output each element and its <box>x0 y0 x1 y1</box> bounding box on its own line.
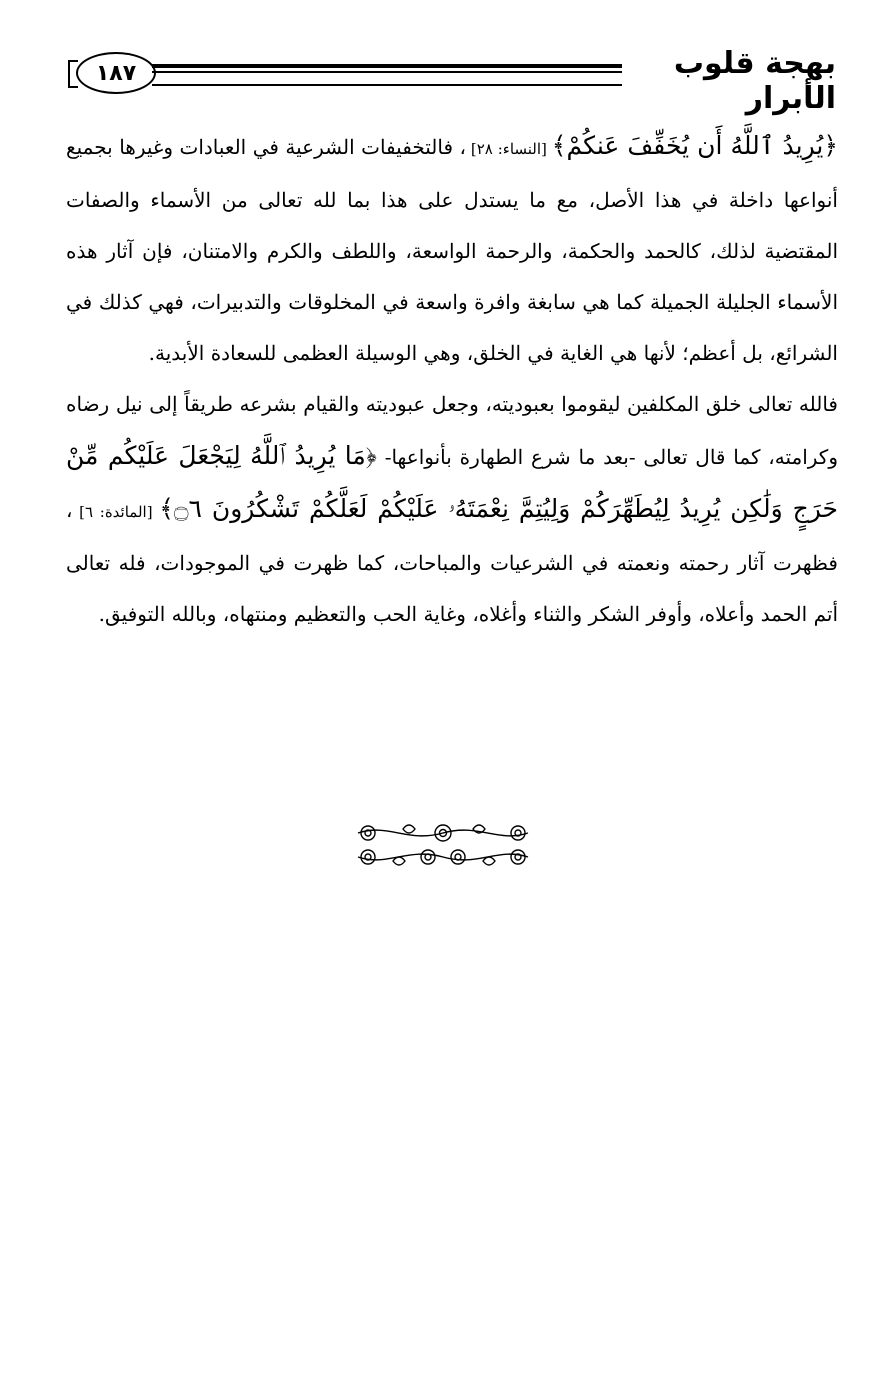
paragraph-text: ، فالتخفيفات الشرعية في العبادات وغيرها بجميع أنواعها داخلة في هذا الأصل، مع ما يستدل على هذا بما لله تعالى من الأسماء والصفات المقتضية لذلك، كالحمد والحكمة، والرحمة الواسعة، واللطف والكرم والامتنان، فإن آثار هذه الأسماء الجليلة الجميلة كما هي سابغة وافرة واسعة في المخلوقات والتدبيرات، فهي كذلك في الشرائع، بل أعظم؛ لأنها هي الغاية في الخلق، وهي الوسيلة العظمى للسعادة الأبدية. <box>66 135 838 365</box>
page-number: ١٨٧ <box>76 52 156 94</box>
paragraph-text: فالله تعالى خلق المكلفين ليقوموا بعبوديته، وجعل عبوديته والقيام بشرعه طريقاً إلى نيل رضاه وكرامته، كما قال تعالى -بعد ما شرع الطهارة بأنواعها- <box>66 392 838 469</box>
quran-verse: ﴿مَا يُرِيدُ ٱللَّهُ لِيَجْعَلَ عَلَيْكُم مِّنْ حَرَجٍ وَلَٰكِن يُرِيدُ لِيُطَهِّرَكُمْ وَلِيُتِمَّ نِعْمَتَهُۥ عَلَيْكُمْ لَعَلَّكُمْ تَشْكُرُونَ ۝٦﴾ <box>66 441 838 523</box>
quran-verse: ﴿يُرِيدُ ٱللَّهُ أَن يُخَفِّفَ عَنكُمْ﴾ <box>551 131 838 160</box>
verse-reference: [النساء: ٢٨] <box>465 140 552 158</box>
book-title: بهجة قلوب الأبرار <box>673 46 836 116</box>
body-text <box>66 120 838 640</box>
paragraph <box>66 120 838 379</box>
floral-divider-icon <box>348 815 538 875</box>
header-rule <box>152 64 622 86</box>
paragraph-text: ، فظهرت آثار رحمته ونعمته في الشرعيات والمباحات، كما ظهرت في الموجودات، فله تعالى أتم الحمد وأعلاه، وأوفر الشكر والثناء وأغلاه، وغاية الحب والتعظيم ومنتهاه، وبالله التوفيق. <box>66 498 838 626</box>
page-header <box>68 46 836 116</box>
verse-reference: [المائدة: ٦] <box>72 503 160 521</box>
paragraph <box>66 379 838 640</box>
